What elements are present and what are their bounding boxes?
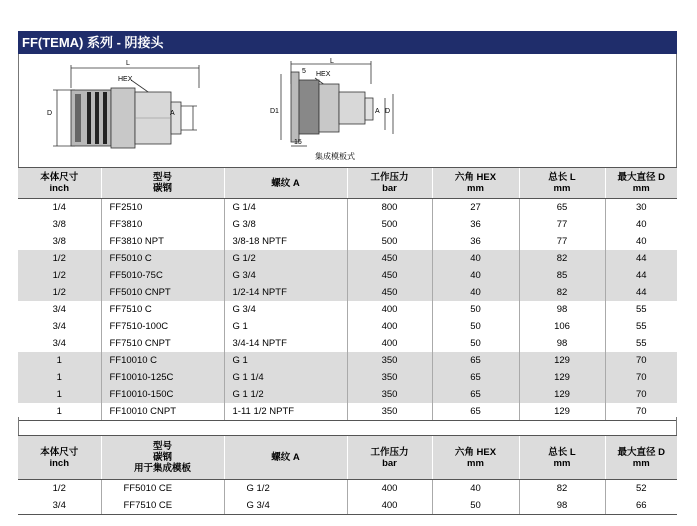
table-cell: 40 xyxy=(432,250,519,267)
table-cell: 1/2 xyxy=(52,483,66,494)
table-cell: 98 xyxy=(519,301,605,318)
table-cell: G 1 1/4 xyxy=(224,369,347,386)
table-header-row xyxy=(18,436,677,480)
table-cell: G 3/8 xyxy=(224,216,347,233)
table-cell: FF5010 CE xyxy=(101,480,224,498)
table-cell: 106 xyxy=(519,318,605,335)
table-row xyxy=(18,369,677,386)
table-cell: FF7510 CNPT xyxy=(101,335,224,352)
table-cell: 65 xyxy=(432,403,519,421)
table-cell: 450 xyxy=(347,284,432,301)
right-label-D1: D1 xyxy=(270,108,279,115)
table-cell: 36 xyxy=(432,216,519,233)
table-cell: 1-11 1/2 NPTF xyxy=(224,403,347,421)
table-cell: G 3/4 xyxy=(224,497,347,515)
right-label-15: 15 xyxy=(294,139,302,146)
right-label-D: D xyxy=(385,108,391,115)
table-cell: 350 xyxy=(347,352,432,369)
table-cell: 129 xyxy=(519,369,605,386)
table-cell: G 1 xyxy=(224,352,347,369)
table-header-row xyxy=(18,168,677,199)
table-cell: 500 xyxy=(347,233,432,250)
table-row xyxy=(18,301,677,318)
table-row xyxy=(18,216,677,233)
table-cell: 44 xyxy=(605,250,677,267)
table-cell: 52 xyxy=(605,480,677,498)
table-cell: 3/8 xyxy=(52,236,66,247)
table-cell: 50 xyxy=(432,318,519,335)
table-cell: FF2510 xyxy=(101,199,224,217)
table-cell: FF7510 C xyxy=(101,301,224,318)
table-cell: 44 xyxy=(605,284,677,301)
table-cell: 1/2-14 NPTF xyxy=(224,284,347,301)
table-cell: 27 xyxy=(432,199,519,217)
table-cell: FF7510 CE xyxy=(101,497,224,515)
table-row xyxy=(18,233,677,250)
table-cell: 82 xyxy=(519,480,605,498)
table-cell: 3/4 xyxy=(18,497,101,515)
table-row xyxy=(18,352,677,369)
table-cell: 55 xyxy=(605,318,677,335)
table-row xyxy=(18,267,677,284)
table-cell: 40 xyxy=(605,216,677,233)
panel-mount-spec-table xyxy=(18,435,677,515)
table-cell: 50 xyxy=(432,301,519,318)
table-cell: 1/2 xyxy=(18,250,101,267)
header-pressure: 工作压力 bar xyxy=(347,436,432,480)
table-cell: 98 xyxy=(519,335,605,352)
table-cell: G 1 xyxy=(224,318,347,335)
table-cell: 50 xyxy=(432,497,519,515)
table-cell: G 1/2 xyxy=(224,250,347,267)
header-diameter: 最大直径 D mm xyxy=(605,436,677,480)
right-label-HEX: HEX xyxy=(316,71,331,78)
right-label-S: 5 xyxy=(302,68,306,75)
header-model: 型号 碳钢 用于集成模板 xyxy=(101,436,224,480)
table-cell: 85 xyxy=(519,267,605,284)
table-cell: 98 xyxy=(519,497,605,515)
table-cell: 129 xyxy=(519,352,605,369)
table-row xyxy=(18,386,677,403)
coupler-drawing xyxy=(39,58,239,158)
table-cell: 400 xyxy=(347,480,432,498)
table-cell: 77 xyxy=(519,233,605,250)
table-cell: FF5010 C xyxy=(101,250,224,267)
table-cell: 400 xyxy=(347,497,432,515)
table-cell: 50 xyxy=(432,335,519,352)
left-label-A: A xyxy=(170,110,175,117)
table-cell: 30 xyxy=(605,199,677,217)
table-cell: 3/4 xyxy=(52,304,66,315)
header-thread: 螺纹 A xyxy=(224,436,347,480)
table-cell: 350 xyxy=(347,386,432,403)
header-size: 本体尺寸 inch xyxy=(18,168,101,199)
table-cell: 65 xyxy=(519,199,605,217)
coupler-spec-table xyxy=(18,167,677,421)
table-cell: 44 xyxy=(605,267,677,284)
table-cell: G 1/2 xyxy=(224,480,347,498)
table-cell: 1 xyxy=(18,352,101,369)
table-cell: 65 xyxy=(432,386,519,403)
table-cell: 1/2 xyxy=(18,267,101,284)
table-cell: 65 xyxy=(432,369,519,386)
table-cell: 450 xyxy=(347,267,432,284)
table-row xyxy=(18,284,677,301)
table-cell: 129 xyxy=(519,403,605,421)
table-cell: FF10010-150C xyxy=(101,386,224,403)
table-cell: 70 xyxy=(605,403,677,421)
table-cell: 40 xyxy=(432,284,519,301)
header-hex: 六角 HEX mm xyxy=(432,436,519,480)
left-label-HEX: HEX xyxy=(118,76,133,83)
page-title: FF(TEMA) 系列 - 阴接头 xyxy=(18,31,677,54)
table-row xyxy=(18,335,677,352)
table-cell: 77 xyxy=(519,216,605,233)
table-cell: G 1 1/2 xyxy=(224,386,347,403)
table-cell: 55 xyxy=(605,335,677,352)
table-cell: 3/4 xyxy=(52,321,66,332)
table-cell: FF5010 CNPT xyxy=(101,284,224,301)
table-cell: 129 xyxy=(519,386,605,403)
table-cell: 1/2 xyxy=(18,284,101,301)
table-row xyxy=(18,497,677,515)
header-length: 总长 L mm xyxy=(519,168,605,199)
table-cell: 70 xyxy=(605,352,677,369)
header-diameter: 最大直径 D mm xyxy=(605,168,677,199)
table-cell: G 3/4 xyxy=(224,301,347,318)
table-cell: FF5010-75C xyxy=(101,267,224,284)
table-cell: 400 xyxy=(347,301,432,318)
table-cell: 82 xyxy=(519,284,605,301)
table-cell: 350 xyxy=(347,369,432,386)
table-cell: 3/8 xyxy=(52,219,66,230)
table-cell: 3/4 xyxy=(52,338,66,349)
table-cell: 65 xyxy=(432,352,519,369)
table-cell: 40 xyxy=(605,233,677,250)
header-thread: 螺纹 A xyxy=(224,168,347,199)
table-cell: 66 xyxy=(605,497,677,515)
table-cell: 500 xyxy=(347,216,432,233)
table-cell: 36 xyxy=(432,233,519,250)
table-spacer xyxy=(18,417,677,435)
table-row xyxy=(18,480,677,498)
table-cell: 3/8-18 NPTF xyxy=(224,233,347,250)
left-label-L: L xyxy=(126,60,130,67)
table-row xyxy=(18,250,677,267)
table-cell: 55 xyxy=(605,301,677,318)
table-cell: 1/4 xyxy=(52,202,66,213)
table-cell: 40 xyxy=(432,267,519,284)
header-model: 型号 碳钢 xyxy=(101,168,224,199)
right-label-A: A xyxy=(375,108,380,115)
table-cell: 1 xyxy=(18,386,101,403)
table-cell: 1 xyxy=(18,403,101,421)
diagram-caption: 集成模板式 xyxy=(315,152,355,161)
table-cell: 40 xyxy=(432,480,519,498)
header-length: 总长 L mm xyxy=(519,436,605,480)
left-label-D: D xyxy=(47,110,53,117)
table-cell: 3/4-14 NPTF xyxy=(224,335,347,352)
table-cell: FF10010 C xyxy=(101,352,224,369)
table-cell: 450 xyxy=(347,250,432,267)
header-size: 本体尺寸 inch xyxy=(18,436,101,480)
table-cell: 70 xyxy=(605,369,677,386)
table-cell: FF10010-125C xyxy=(101,369,224,386)
table-cell: FF3810 xyxy=(101,216,224,233)
table-cell: FF10010 CNPT xyxy=(101,403,224,421)
table-cell: FF3810 NPT xyxy=(101,233,224,250)
table-cell: 400 xyxy=(347,318,432,335)
table-cell: G 1/4 xyxy=(224,199,347,217)
right-label-L: L xyxy=(330,58,334,65)
table-row xyxy=(18,199,677,217)
table-cell: 400 xyxy=(347,335,432,352)
header-hex: 六角 HEX mm xyxy=(432,168,519,199)
table-cell: 350 xyxy=(347,403,432,421)
table-cell: 1 xyxy=(18,369,101,386)
header-pressure: 工作压力 bar xyxy=(347,168,432,199)
table-cell: FF7510-100C xyxy=(101,318,224,335)
table-cell: 800 xyxy=(347,199,432,217)
table-cell: 82 xyxy=(519,250,605,267)
table-row xyxy=(18,318,677,335)
table-cell: G 3/4 xyxy=(224,267,347,284)
table-cell: 70 xyxy=(605,386,677,403)
